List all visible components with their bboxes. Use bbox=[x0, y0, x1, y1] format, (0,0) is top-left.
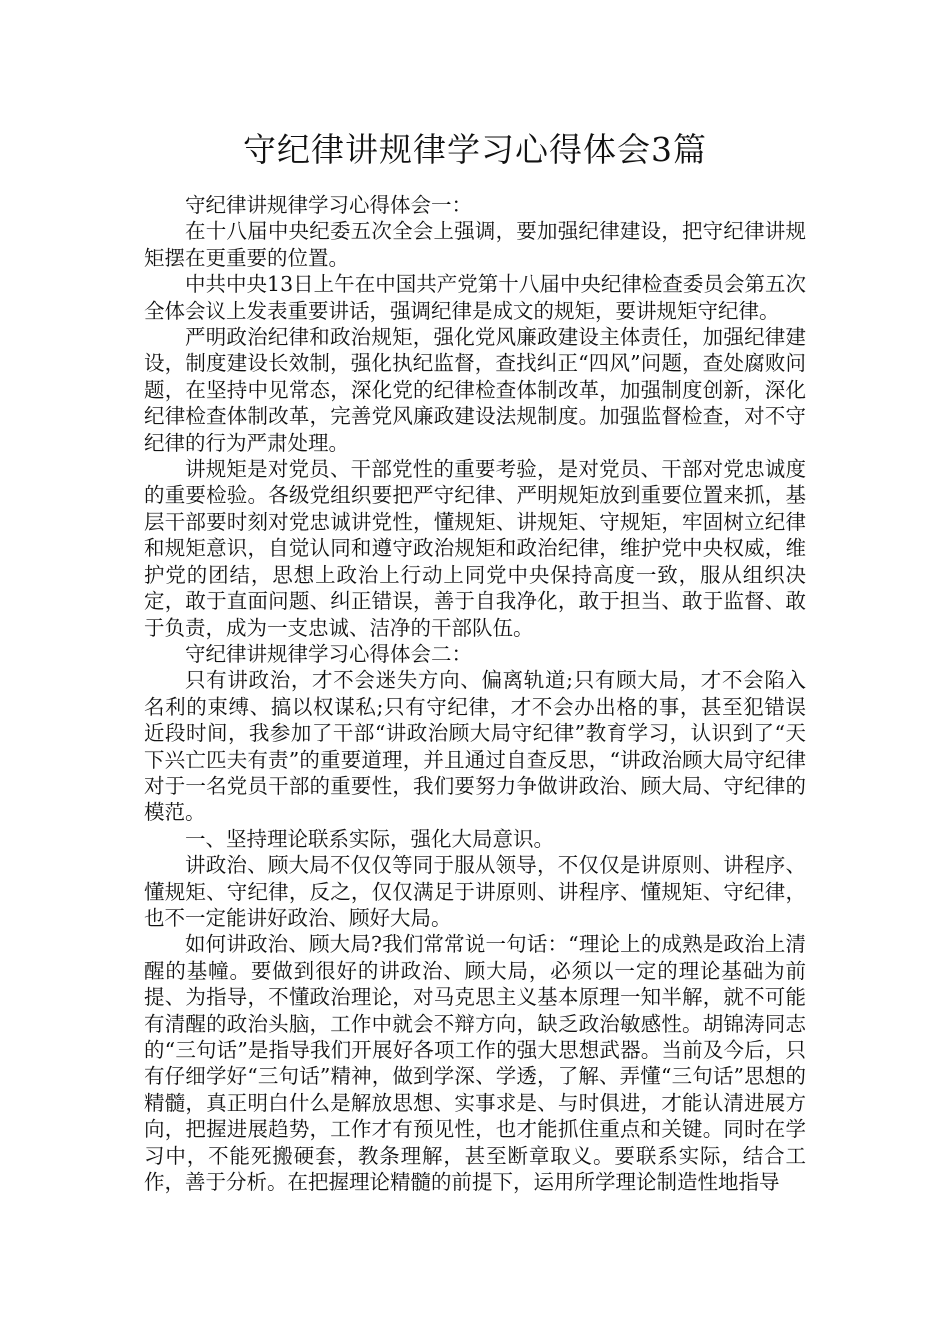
paragraph: 严明政治纪律和政治规矩，强化党风廉政建设主体责任，加强纪律建设，制度建设长效制，强化执纪监督，查找纠正“四风”问题，查处腐败问题，在坚持中见常态，深化党的纪律检查体制改革，加强制度创新，深化纪律检查体制改革，完善党风廉政建设法规制度。加强监督检查，对不守纪律的行为严肃处理。 bbox=[144, 325, 806, 455]
document-title: 守纪律讲规律学习心得体会3篇 bbox=[243, 130, 707, 169]
paragraph-heading-1: 守纪律讲规律学习心得体会一： bbox=[185, 193, 472, 217]
paragraph: 在十八届中央纪委五次全会上强调，要加强纪律建设，把守纪律讲规矩摆在更重要的位置。 bbox=[144, 219, 806, 270]
paragraph: 中共中央13日上午在中国共产党第十八届中央纪律检查委员会第五次全体会议上发表重要讲话，强调纪律是成文的规矩，要讲规矩守纪律。 bbox=[144, 272, 806, 323]
paragraph: 只有讲政治，才不会迷失方向、偏离轨道;只有顾大局，才不会陷入名利的束缚、搞以权谋私;只有守纪律，才不会办出格的事，甚至犯错误近段时间，我参加了干部“讲政治顾大局守纪律”教育学习，认识到了“天下兴亡匹夫有责”的重要道理，并且通过自查反思，“讲政治顾大局守纪律对于一名党员干部的重要性，我们要努力争做讲政治、顾大局、守纪律的模范。 bbox=[144, 668, 806, 825]
paragraph: 如何讲政治、顾大局?我们常常说一句话：“理论上的成熟是政治上清醒的基幢。要做到很好的讲政治、顾大局，必须以一定的理论基础为前提、为指导，不懂政治理论，对马克思主义基本原理一知半解，就不可能有清醒的政治头脑，工作中就会不辩方向，缺乏政治敏感性。胡锦涛同志的“三句话”是指导我们开展好各项工作的强大思想武器。当前及今后，只有仔细学好“三句话”精神，做到学深、学透，了解、弄懂“三句话”思想的精髓，真正明白什么是解放思想、实事求是、与时俱进，才能认清进展方向，把握进展趋势，工作才有预见性，也才能抓住重点和关键。同时在学习中，不能死搬硬套，教条理解，甚至断章取义。要联系实际，结合工作，善于分析。在把握理论精髓的前提下，运用所学理论制造性地指导 bbox=[144, 932, 806, 1195]
paragraph-heading-2: 守纪律讲规律学习心得体会二： bbox=[185, 641, 472, 666]
paragraph: 讲政治、顾大局不仅仅等同于服从领导，不仅仅是讲原则、讲程序、懂规矩、守纪律，反之，仅仅满足于讲原则、讲程序、懂规矩、守纪律，也不一定能讲好政治、顾好大局。 bbox=[144, 853, 806, 930]
document-body bbox=[144, 192, 806, 1195]
paragraph: 讲规矩是对党员、干部党性的重要考验，是对党员、干部对党忠诚度的重要检验。各级党组织要把严守纪律、严明规矩放到重要位置来抓，基层干部要时刻对党忠诚讲党性，懂规矩、讲规矩、守规矩，牢固树立纪律和规矩意识，自觉认同和遵守政治规矩和政治纪律，维护党中央权威，维护党的团结，思想上政治上行动上同党中央保持高度一致，服从组织决定，敢于直面问题、纠正错误，善于自我净化，敢于担当、敢于监督、敢于负责，成为一支忠诚、洁净的干部队伍。 bbox=[144, 457, 806, 640]
section-heading: 一、坚持理论联系实际，强化大局意识。 bbox=[185, 826, 554, 851]
